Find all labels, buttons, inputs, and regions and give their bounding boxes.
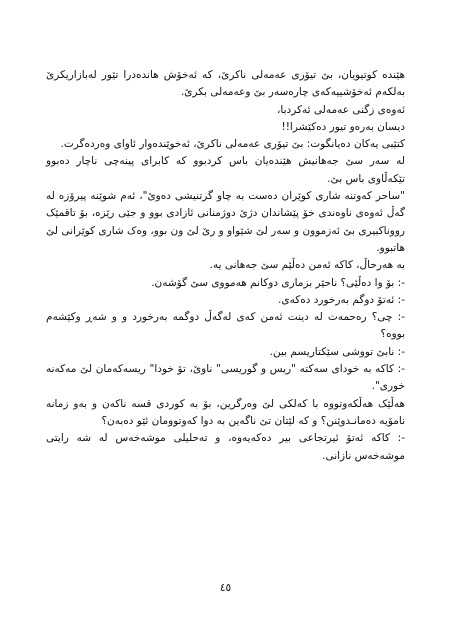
paragraph-10: -: چی؟ رەحمەت لە دینت ئەمن کەی لەگەڵ دوگمە بەرخورد و و شەڕ وکێشەم بووە؟ [46, 311, 405, 341]
paragraph-13: هەڵێک هەڵکەوتووە با کەلکی لێ وەرگرین، بۆ بە کوردی قسە ناکەن و بەو زمانە نامۆیە دەمانـدوێنن؟ و کە لێتان تێ ناگەین بە دوا کەوتوومان ئێو دەبەن؟ [46, 397, 405, 427]
paragraph-7: بە هەرحاڵ، کاکە ئەمن دەڵێم سێ جەهانی یە. [209, 259, 405, 272]
paragraph-11: -: نابێ تووشی سێکتاریسم بین. [269, 345, 405, 358]
paragraph-9: -: ئەتۆ دوگم بەرخورد دەکەی. [278, 293, 405, 306]
paragraph-4: کتێبی یەکان دەیانگوت: بێ تیۆری عەمەلی ناکرێ، ئەخوێندەوار ئاوای وەردەگرت. [60, 138, 405, 151]
paragraph-2: ئەوەی زگنی عەمەلی ئەکردبا، [277, 103, 405, 116]
paragraph-8: -: بۆ وا دەڵێی؟ ناحێر بزماری دوکانم هەمووی سێ گۆشەن. [151, 276, 405, 289]
paragraph-1: هێنده کوتیویان، بێ تیۆری عەمەلی ناکرێ، کە ئەخۆش هاندەدرا تێور لەبازاریکرێ بەلکەم ئەخۆشییەکەی چارەسەر بێ وعەمەلی بکرێ. [46, 69, 405, 99]
paragraph-3: دیسان بەرەو تیور دەکێشرا!! [281, 120, 405, 133]
paragraph-14: -: کاکە ئەتۆ ئیرتجاعی بیر دەکەیەوە، و تەحلیلی موشەخەس لە شە رایتی موشەخەس نازانی. [46, 432, 405, 462]
page-number: ٤٥ [219, 582, 232, 594]
paragraph-6: "ساحر کەوتنە شاری کوێران دەست بە چاو گرتنیشی دەوێ"، ئەم شوێنە پیرۆزە لە گەڵ ئەوەی ناوەندی خۆ پێشاندان دژێ دوژمنانی ئازادی بوو و جێی رێزە، بۆ تاقمێک رووناکبیری بێ ئەزموون و سەر لێ شێواو و رێ لێ ون بوو، وەک شاری کوێرانی لێ هاتبوو. [46, 190, 405, 254]
paragraph-5: لە سەر سێ جەهانیش هێندەیان باس کردبوو کە کابرای پینەچی ناچار دەبوو تێکەڵاوی باس بێ. [46, 155, 405, 185]
body-text [46, 67, 405, 465]
paragraph-12: -: کاکە بە خودای سەکتە "ریس و گوریسی" ناوێ، تۆ خودا" ریسەکەمان لێ مەکەنە خوری". [46, 363, 405, 393]
